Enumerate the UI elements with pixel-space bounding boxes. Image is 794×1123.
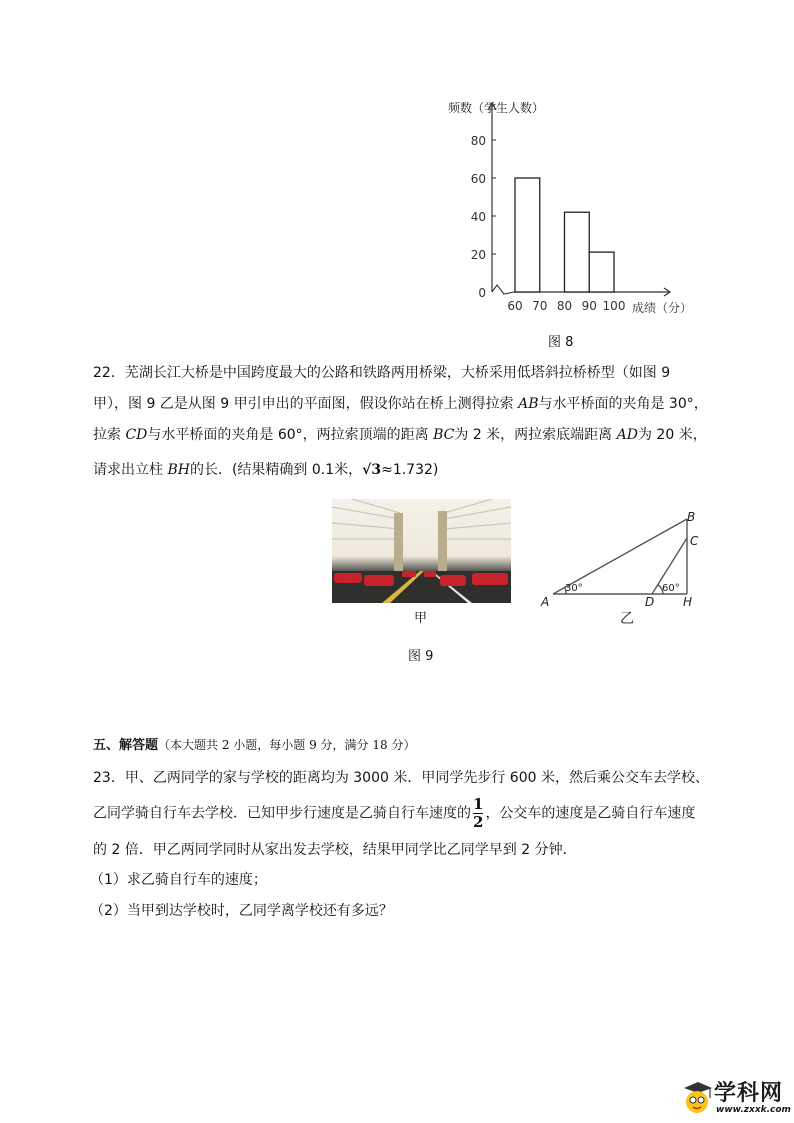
x-tick-label: 100 xyxy=(602,299,626,313)
point-C: C xyxy=(690,534,699,548)
q22-text: 22．芜湖长江大桥是中国跨度最大的公路和铁路两用桥梁，大桥采用低塔斜拉桥桥型（如图 9 xyxy=(93,365,671,381)
segment-BC: BC xyxy=(433,427,455,443)
segment-AB: AB xyxy=(518,396,539,412)
angle-label-A: 30° xyxy=(565,583,583,594)
point-D: D xyxy=(645,595,655,609)
q23-text: 乙同学骑自行车去学校．已知甲步行速度是乙骑自行车速度的 xyxy=(93,805,471,822)
sqrt3: √3 xyxy=(362,462,382,478)
figure8-histogram xyxy=(440,92,720,322)
q22-text: 请求出立柱 xyxy=(93,462,168,478)
q22-line2 xyxy=(93,394,708,414)
histogram-bar xyxy=(565,212,590,292)
histogram-bar xyxy=(589,252,614,292)
x-tick-label: 70 xyxy=(532,299,548,313)
logo-url: www.zxxk.com xyxy=(716,1105,791,1115)
triangle-diagram xyxy=(535,505,710,630)
fraction-one-half xyxy=(473,797,483,830)
axis-break-icon xyxy=(492,285,514,294)
q22-text: 与水平桥面的夹角是 30°， xyxy=(538,396,708,412)
logo-name: 学科网 xyxy=(714,1081,784,1106)
angle-label-D: 60° xyxy=(662,583,680,594)
x-tick-label: 90 xyxy=(581,299,597,313)
section5-title: 五、解答题 xyxy=(93,738,159,753)
point-H: H xyxy=(683,595,693,609)
y-tick-label: 40 xyxy=(470,210,486,224)
q22-text: 与水平桥面的夹角是 60°，两拉索顶端的距离 xyxy=(147,427,434,443)
bridge-photo xyxy=(332,499,511,603)
q22-line1 xyxy=(93,363,670,383)
q22-line4 xyxy=(93,460,438,480)
q23-line3: 的 2 倍．甲乙两同学同时从家出发去学校，结果甲同学比乙同学早到 2 分钟． xyxy=(93,842,577,858)
q22-text: 拉索 xyxy=(93,427,126,443)
bridge-illustration xyxy=(332,499,511,603)
q23-sub2: （2）当甲到达学校时，乙同学离学校还有多远？ xyxy=(90,903,393,919)
q23-line2 xyxy=(93,797,695,830)
q22-text: 为 20 米， xyxy=(637,427,707,443)
x-axis-label: 成绩（分） xyxy=(632,301,693,315)
section5-header xyxy=(93,735,415,756)
q22-text: 为 2 米，两拉索底端距离 xyxy=(454,427,617,443)
q22-text: 的长．(结果精确到 0.1米， xyxy=(189,462,363,478)
q22-text: 甲），图 9 乙是从图 9 甲引申出的平面图，假设你站在桥上测得拉索 xyxy=(93,396,519,412)
segment-CD: CD xyxy=(125,427,148,443)
q23-line1: 23．甲、乙两同学的家与学校的距离均为 3000 米．甲同学先步行 600 米，然后乘公交车去学校、 xyxy=(93,770,709,786)
fraction-denominator: 2 xyxy=(473,813,484,831)
y-tick-label: 20 xyxy=(470,248,486,262)
y-axis-label: 频数（学生人数） xyxy=(448,101,545,115)
section5-note: （本大题共 2 小题，每小题 9 分，满分 18 分） xyxy=(158,738,416,752)
q22-text: ≈1.732) xyxy=(381,462,439,478)
segment-AD: AD xyxy=(616,427,638,443)
point-B: B xyxy=(687,510,696,524)
q23-text: ，公交车的速度是乙骑自行车速度 xyxy=(485,805,696,822)
zxxk-logo xyxy=(680,1076,790,1120)
histogram-bar xyxy=(515,178,540,292)
y-tick-label: 0 xyxy=(478,286,486,300)
mascot-icon xyxy=(680,1078,714,1118)
point-A: A xyxy=(541,595,550,609)
y-tick-label: 80 xyxy=(470,134,486,148)
fraction-numerator: 1 xyxy=(473,795,484,813)
figure9-caption: 图 9 xyxy=(408,649,434,664)
figure8-caption: 图 8 xyxy=(548,335,574,350)
q23-sub1: （1）求乙骑自行车的速度； xyxy=(90,872,267,888)
q22-line3 xyxy=(93,425,707,445)
x-tick-label: 60 xyxy=(507,299,523,313)
y-tick-label: 60 xyxy=(470,172,486,186)
diagram-caption: 乙 xyxy=(620,611,634,627)
segment-BH: BH xyxy=(167,462,190,478)
x-tick-label: 80 xyxy=(556,299,573,313)
photo-caption: 甲 xyxy=(414,611,428,626)
